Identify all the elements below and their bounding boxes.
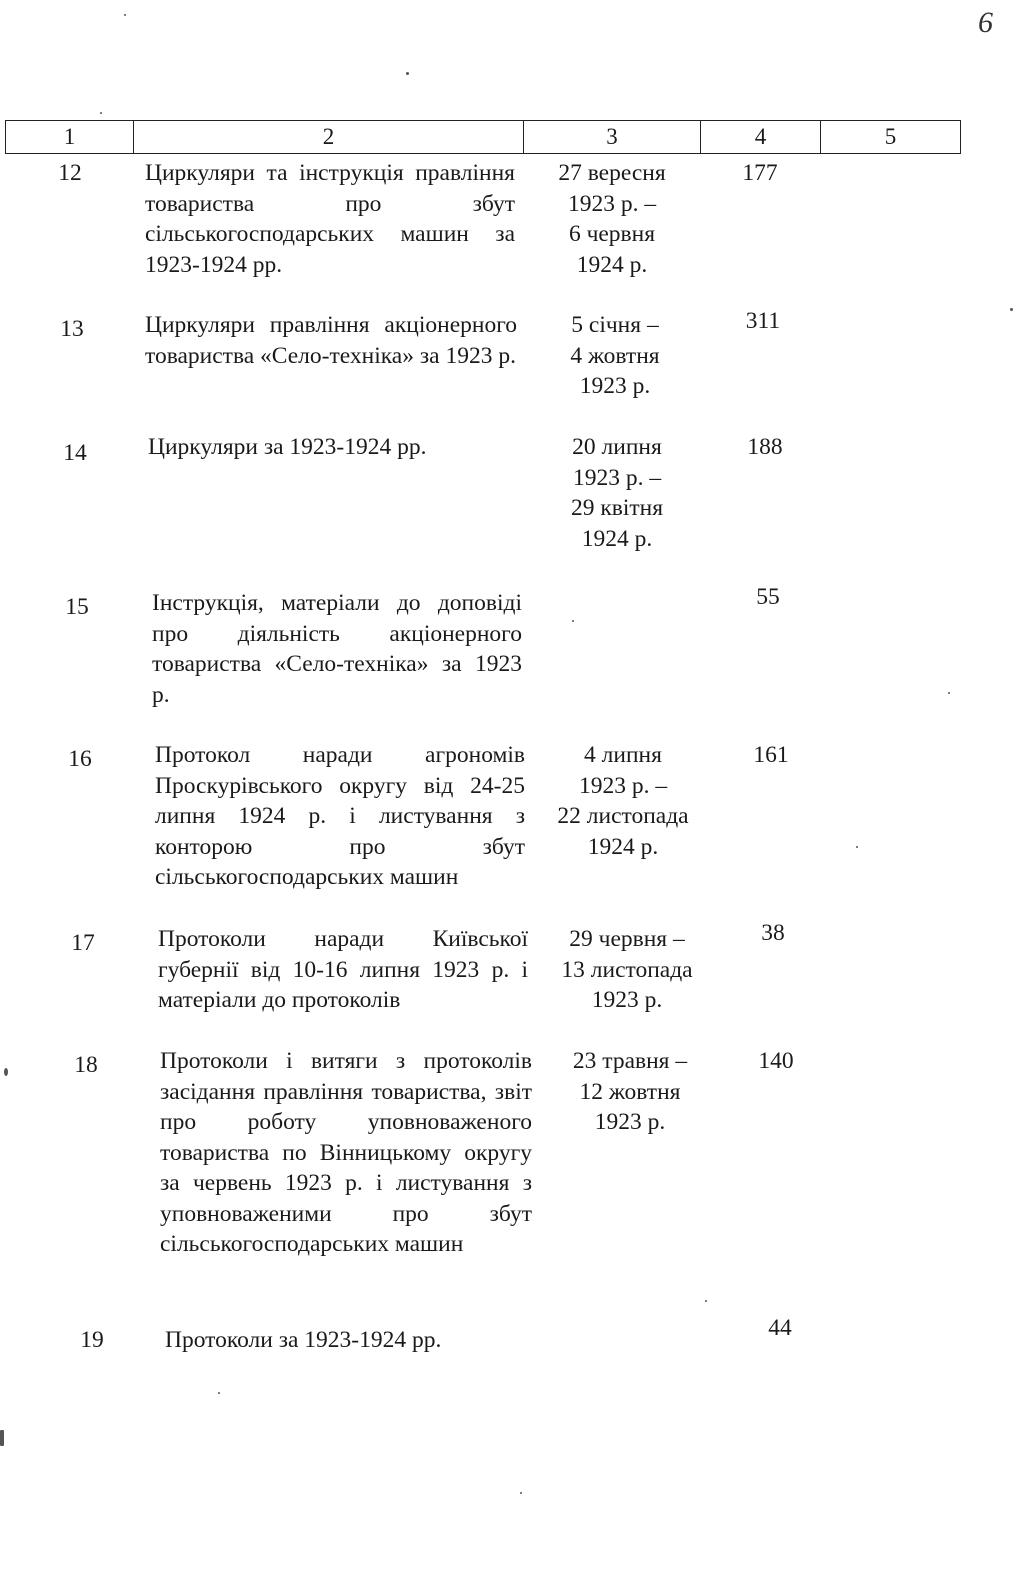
- scan-speck: [948, 692, 950, 694]
- date-line: 1923 р. –: [567, 190, 657, 217]
- record-title: [165, 1325, 537, 1356]
- date-line: 27 вересня: [558, 160, 666, 186]
- record-number: 12: [58, 160, 82, 186]
- record-sheet-count: 44: [768, 1315, 792, 1341]
- record-title: [155, 740, 525, 893]
- record-number: 19: [80, 1327, 104, 1353]
- date-line: 1923 р. –: [572, 464, 662, 491]
- title-text: Протоколи і витяги з протоколів засідання правління товариства, звіт про роботу уповноваженого товариства по Вінницькому округу за червень 1923 р. і листування з уповноваженими про збут сільськогосподарських машин: [160, 1048, 532, 1257]
- record-title: [152, 588, 522, 710]
- title-text: Циркуляри за 1923-1924 рр.: [148, 434, 427, 460]
- date-line: 1924 р.: [576, 251, 648, 278]
- record-dates: [538, 740, 708, 862]
- record-number: 17: [71, 930, 95, 956]
- record-title: [148, 432, 520, 463]
- scan-speck: [520, 1492, 522, 1494]
- record-number: 15: [65, 594, 89, 620]
- date-line: 1924 р.: [581, 525, 653, 552]
- date-line: 13 листопада: [561, 956, 693, 983]
- record-title: [160, 1046, 532, 1260]
- column-header-row: [5, 120, 961, 154]
- date-line: 5 січня –: [571, 312, 659, 338]
- column-header-5: 5: [821, 121, 961, 154]
- scan-speck: [218, 1392, 220, 1394]
- record-number: 16: [68, 746, 92, 772]
- date-line: 1923 р. –: [578, 772, 668, 799]
- record-sheet-count: 38: [761, 920, 785, 946]
- date-line: 29 квітня: [570, 495, 664, 521]
- record-dates: [542, 924, 712, 1016]
- page-number-mark: 6: [978, 6, 993, 39]
- title-text: Протоколи наради Київської губернії від 10-16 липня 1923 р. і матеріали до протоколів: [158, 926, 528, 1013]
- date-line: 4 жовтня: [570, 342, 660, 369]
- record-title: [145, 310, 517, 371]
- date-line: 1923 р.: [579, 373, 651, 399]
- title-text: Циркуляри та інструкція правління товариства про збут сільськогосподарських машин за 1923-1924 рр.: [145, 160, 515, 278]
- record-dates: [527, 158, 697, 280]
- scan-speck: [0, 1430, 4, 1446]
- scan-speck: [124, 14, 126, 16]
- scan-speck: [100, 112, 102, 114]
- record-sheet-count: 161: [753, 742, 789, 768]
- date-line: 29 червня –: [569, 926, 685, 952]
- scan-speck: [1010, 308, 1013, 311]
- column-header-1: 1: [6, 121, 134, 154]
- column-header-4: 4: [701, 121, 821, 154]
- scan-speck: [856, 846, 858, 848]
- scan-speck: [4, 1068, 8, 1076]
- date-line: 1924 р.: [587, 833, 659, 860]
- date-line: 23 травня –: [572, 1048, 688, 1074]
- record-sheet-count: 177: [742, 160, 778, 186]
- record-number: 13: [60, 316, 84, 342]
- record-title: [158, 924, 528, 1016]
- record-sheet-count: 55: [756, 584, 780, 610]
- scan-speck: [572, 620, 574, 622]
- record-dates: [530, 310, 700, 402]
- date-line: 6 червня: [568, 221, 656, 247]
- date-line: 12 жовтня: [579, 1078, 681, 1105]
- date-line: 1923 р.: [591, 987, 663, 1013]
- scan-speck: [406, 72, 409, 75]
- date-line: 22 листопада: [557, 803, 689, 829]
- record-sheet-count: 311: [745, 308, 781, 334]
- scan-speck: [705, 1300, 707, 1302]
- date-line: 1923 р.: [594, 1109, 666, 1135]
- date-line: 4 липня: [584, 742, 662, 768]
- record-dates: [545, 1046, 715, 1138]
- record-sheet-count: 188: [747, 434, 783, 460]
- record-number: 14: [63, 440, 87, 466]
- record-sheet-count: 140: [758, 1048, 794, 1074]
- title-text: Протокол наради агрономів Проскурівського округу від 24-25 липня 1924 р. і листування з конторою про збут сільськогосподарських машин: [155, 742, 525, 890]
- record-title: [145, 158, 515, 280]
- title-text: Циркуляри правління акціонерного товариства «Село-техніка» за 1923 р.: [145, 312, 517, 369]
- record-number: 18: [74, 1052, 98, 1078]
- title-text: Протоколи за 1923-1924 рр.: [165, 1327, 442, 1353]
- record-dates: [532, 432, 702, 554]
- title-text: Інструкція, матеріали до доповіді про діяльність акціонерного товариства «Село-техніка» за 1923 р.: [152, 590, 522, 708]
- column-header-3: 3: [524, 121, 701, 154]
- column-header-2: 2: [134, 121, 524, 154]
- date-line: 20 липня: [572, 434, 662, 460]
